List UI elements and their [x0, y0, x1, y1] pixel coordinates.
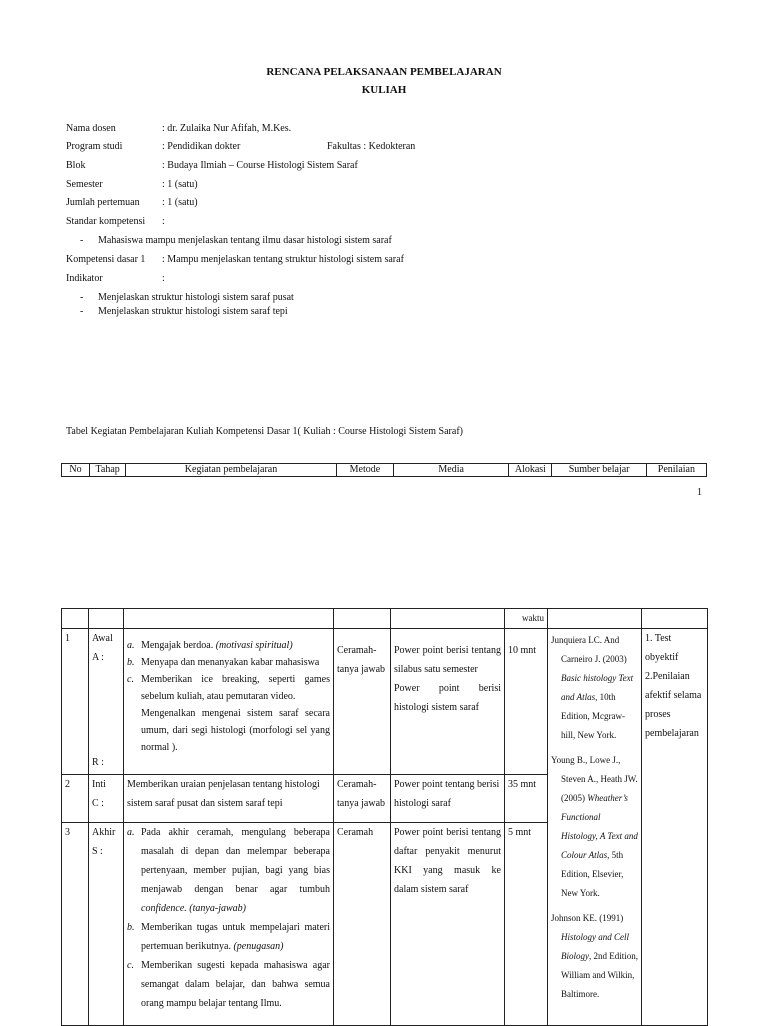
table-row	[62, 629, 708, 775]
header-kegiatan: Kegiatan pembelajaran	[126, 464, 337, 477]
row-tahap: Inti C :	[89, 775, 124, 823]
header-tahap: Tahap	[90, 464, 126, 477]
kegiatan-item: b. Memberikan tugas untuk mempelajari materi pertemuan berikutnya. (penugasan)	[127, 922, 330, 952]
page-number: 1	[697, 487, 702, 498]
row-no: 3	[62, 823, 89, 1026]
field-value-fakultas: Fakultas : Kedokteran	[327, 141, 416, 152]
field-value-semester: : 1 (satu)	[162, 179, 198, 190]
kegiatan-item: Mengenalkan mengenai sistem saraf secara umum, dari segi histologi (morfologi sel yang normal ).	[141, 708, 330, 753]
reference-item: Junquiera LC. And Carneiro J. (2003) Basic histology Text and Atlas, 10th Edition, Mcgraw-hill, New York.	[551, 635, 634, 740]
kompetensi-dasar-label: Kompetensi dasar 1	[66, 254, 146, 265]
activity-table	[61, 608, 708, 1026]
field-label-semester: Semester	[66, 179, 103, 190]
field-value-nama-dosen: : dr. Zulaika Nur Afifah, M.Kes.	[162, 123, 292, 134]
header-no: No	[62, 464, 90, 477]
row-tahap: Akhir S :	[89, 823, 124, 1026]
field-label-blok: Blok	[66, 160, 86, 171]
kompetensi-dasar-value: : Mampu menjelaskan tentang struktur histologi sistem saraf	[162, 254, 404, 265]
row-media: Power point tentang berisi histologi saraf	[391, 775, 505, 823]
kegiatan-item: c. Memberikan sugesti kepada mahasiswa agar semangat dalam belajar, dan bahwa semua orang mampu belajar tentang Ilmu.	[127, 960, 330, 1009]
header-penilaian: Penilaian	[646, 464, 706, 477]
header-sumber: Sumber belajar	[552, 464, 646, 477]
standar-item: - Mahasiswa mampu menjelaskan tentang ilmu dasar histologi sistem saraf	[80, 235, 392, 246]
indikator-item: - Menjelaskan struktur histologi sistem saraf tepi	[80, 306, 288, 317]
row-metode: Ceramah-tanya jawab	[334, 629, 391, 775]
indikator-item: - Menjelaskan struktur histologi sistem saraf pusat	[80, 292, 294, 303]
activity-table-header	[61, 463, 707, 477]
row-no: 2	[62, 775, 89, 823]
row-alokasi: 5 mnt	[505, 823, 548, 1026]
row-metode: Ceramah-tanya jawab	[334, 775, 391, 823]
kegiatan-item: a. Pada akhir ceramah, mengulang beberapa masalah di depan dan melempar beberapa pertenyaan, member pujian, bagi yang bias menjawab dengan benar agar tumbuh confidence. (tanya-jawab)	[127, 827, 330, 914]
indikator-label: Indikator	[66, 273, 103, 284]
sumber-belajar-cell	[548, 629, 642, 1026]
field-value-blok: : Budaya Ilmiah – Course Histologi Sistem Saraf	[162, 160, 358, 171]
row-kegiatan	[124, 823, 334, 1026]
reference-item: Johnson KE. (1991) Histology and Cell Biology, 2nd Edition, William and Wilkin, Baltimore.	[551, 913, 638, 999]
kegiatan-item: c. Memberikan ice breaking, seperti games sebelum kuliah, atau pemutaran video.	[127, 674, 330, 702]
row-kegiatan	[124, 629, 334, 775]
field-label-jumlah-pertemuan: Jumlah pertemuan	[66, 197, 140, 208]
row-media: Power point berisi tentang silabus satu semester Power point berisi histologi sistem saraf	[391, 629, 505, 775]
indikator-value: :	[162, 273, 165, 284]
row-kegiatan: Memberikan uraian penjelasan tentang histologi sistem saraf pusat dan sistem saraf tepi	[124, 775, 334, 823]
row-no: 1	[62, 629, 89, 775]
row-media: Power point berisi tentang daftar penyakit menurut KKI yang masuk ke dalam sistem saraf	[391, 823, 505, 1026]
field-label-program-studi: Program studi	[66, 141, 123, 152]
kegiatan-item: a. Mengajak berdoa. (motivasi spiritual)	[127, 640, 293, 651]
reference-item: Young B., Lowe J., Steven A., Heath JW. (2005) Wheather’s Functional Histology, A Text and Colour Atlas, 5th Edition, Elsevier, New York.	[551, 755, 638, 898]
row-alokasi: 10 mnt	[505, 629, 548, 775]
row-tahap: Awal A : R :	[89, 629, 124, 775]
header-media: Media	[394, 464, 509, 477]
field-value-program-studi: : Pendidikan dokter	[162, 141, 241, 152]
alokasi-continued: waktu	[505, 609, 548, 629]
row-metode: Ceramah	[334, 823, 391, 1026]
field-label-nama-dosen: Nama dosen	[66, 123, 116, 134]
doc-subtitle: KULIAH	[361, 84, 407, 96]
table-caption: Tabel Kegiatan Pembelajaran Kuliah Kompetensi Dasar 1( Kuliah : Course Histologi Sistem Saraf)	[66, 426, 463, 437]
field-value-jumlah-pertemuan: : 1 (satu)	[162, 197, 198, 208]
doc-title: RENCANA PELAKSANAAN PEMBELAJARAN	[266, 66, 502, 78]
header-metode: Metode	[336, 464, 393, 477]
penilaian-cell: 1. Test obyektif 2.Penilaian afektif selama proses pembelajaran	[642, 629, 708, 1026]
kegiatan-item: b. Menyapa dan menanyakan kabar mahasiswa	[127, 657, 320, 668]
row-alokasi: 35 mnt	[505, 775, 548, 823]
field-label-standar-kompetensi: Standar kompetensi	[66, 216, 146, 227]
header-alokasi: Alokasi	[509, 464, 552, 477]
field-value-standar-kompetensi: :	[162, 216, 165, 227]
